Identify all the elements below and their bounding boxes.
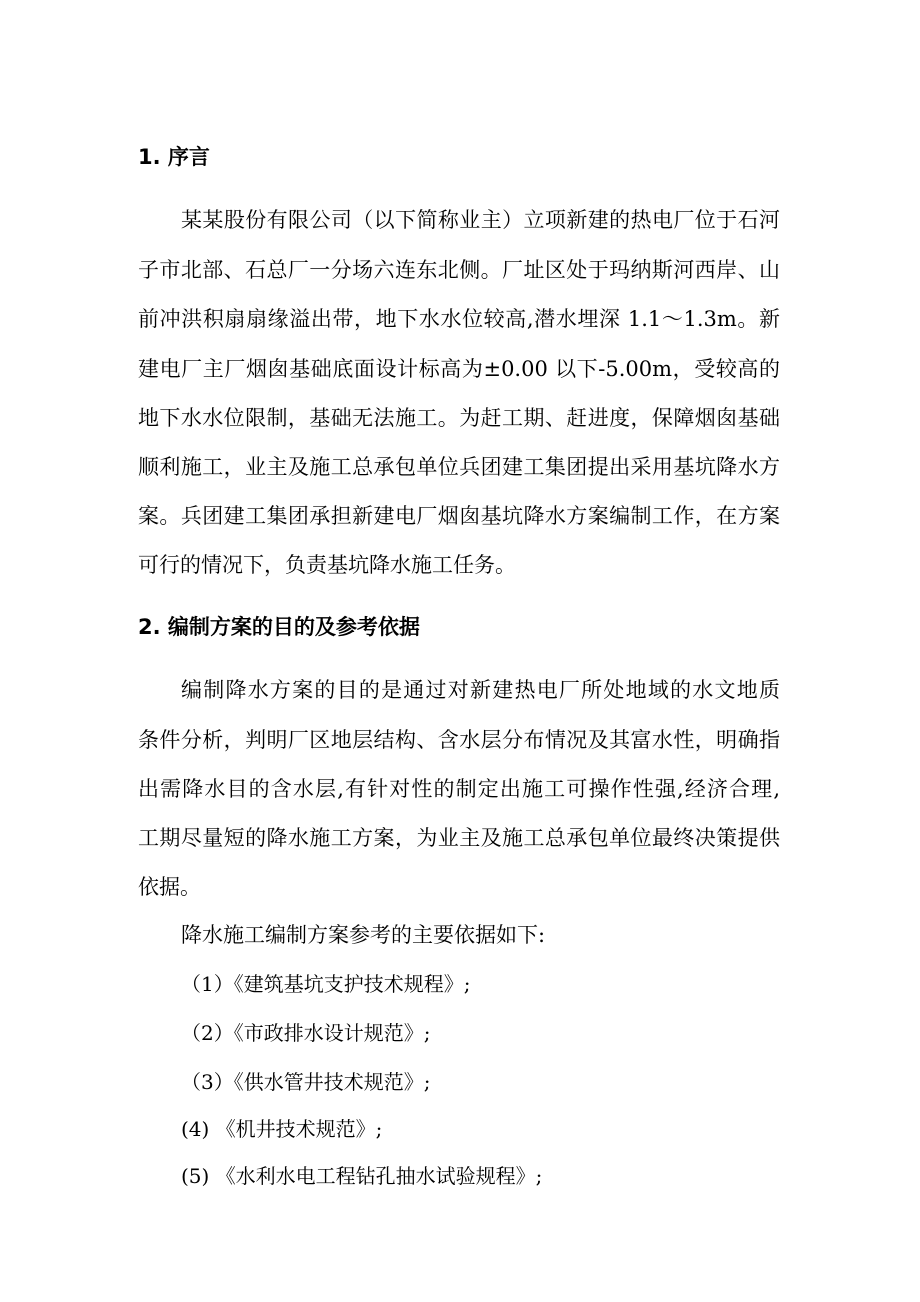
reference-item-3: （3）《供水管井技术规范》; <box>181 1070 431 1094</box>
section-2-line-2: 条件分析，判明厂区地层结构、含水层分布情况及其富水性，明确指 <box>138 728 780 752</box>
reference-item-1: （1）《建筑基坑支护技术规程》; <box>181 972 471 996</box>
reference-item-4: (4) 《机井技术规范》; <box>181 1117 383 1141</box>
reference-item-5: (5) 《水利水电工程钻孔抽水试验规程》; <box>181 1164 543 1188</box>
section-1-line-6: 顺利施工，业主及施工总承包单位兵团建工集团提出采用基坑降水方 <box>138 455 780 479</box>
section-2-line-5: 依据。 <box>138 875 201 899</box>
section-2-line-3: 出需降水目的含水层,有针对性的制定出施工可操作性强,经济合理, <box>138 777 780 801</box>
section-2-heading: 2. 编制方案的目的及参考依据 <box>138 615 420 639</box>
section-1-line-3: 前冲洪积扇扇缘溢出带，地下水水位较高,潜水埋深 1.1～1.3m。新 <box>138 307 780 331</box>
reference-item-2: （2）《市政排水设计规范》; <box>181 1021 431 1045</box>
section-1-line-4: 建电厂主厂烟囱基础底面设计标高为±0.00 以下-5.00m，受较高的 <box>138 357 780 381</box>
section-1-line-7: 案。兵团建工集团承担新建电厂烟囱基坑降水方案编制工作，在方案 <box>138 504 780 528</box>
basis-intro: 降水施工编制方案参考的主要依据如下: <box>181 923 546 947</box>
section-1-line-1: 某某股份有限公司（以下简称业主）立项新建的热电厂位于石河 <box>181 208 780 232</box>
section-1-line-5: 地下水水位限制，基础无法施工。为赶工期、赶进度，保障烟囱基础 <box>138 406 780 430</box>
section-1-line-8: 可行的情况下，负责基坑降水施工任务。 <box>138 553 516 577</box>
section-2-line-1: 编制降水方案的目的是通过对新建热电厂所处地域的水文地质 <box>181 678 780 702</box>
section-1-heading: 1. 序言 <box>138 145 210 169</box>
section-1-line-2: 子市北部、石总厂一分场六连东北侧。厂址区处于玛纳斯河西岸、山 <box>138 258 780 282</box>
section-2-line-4: 工期尽量短的降水施工方案，为业主及施工总承包单位最终决策提供 <box>138 826 780 850</box>
